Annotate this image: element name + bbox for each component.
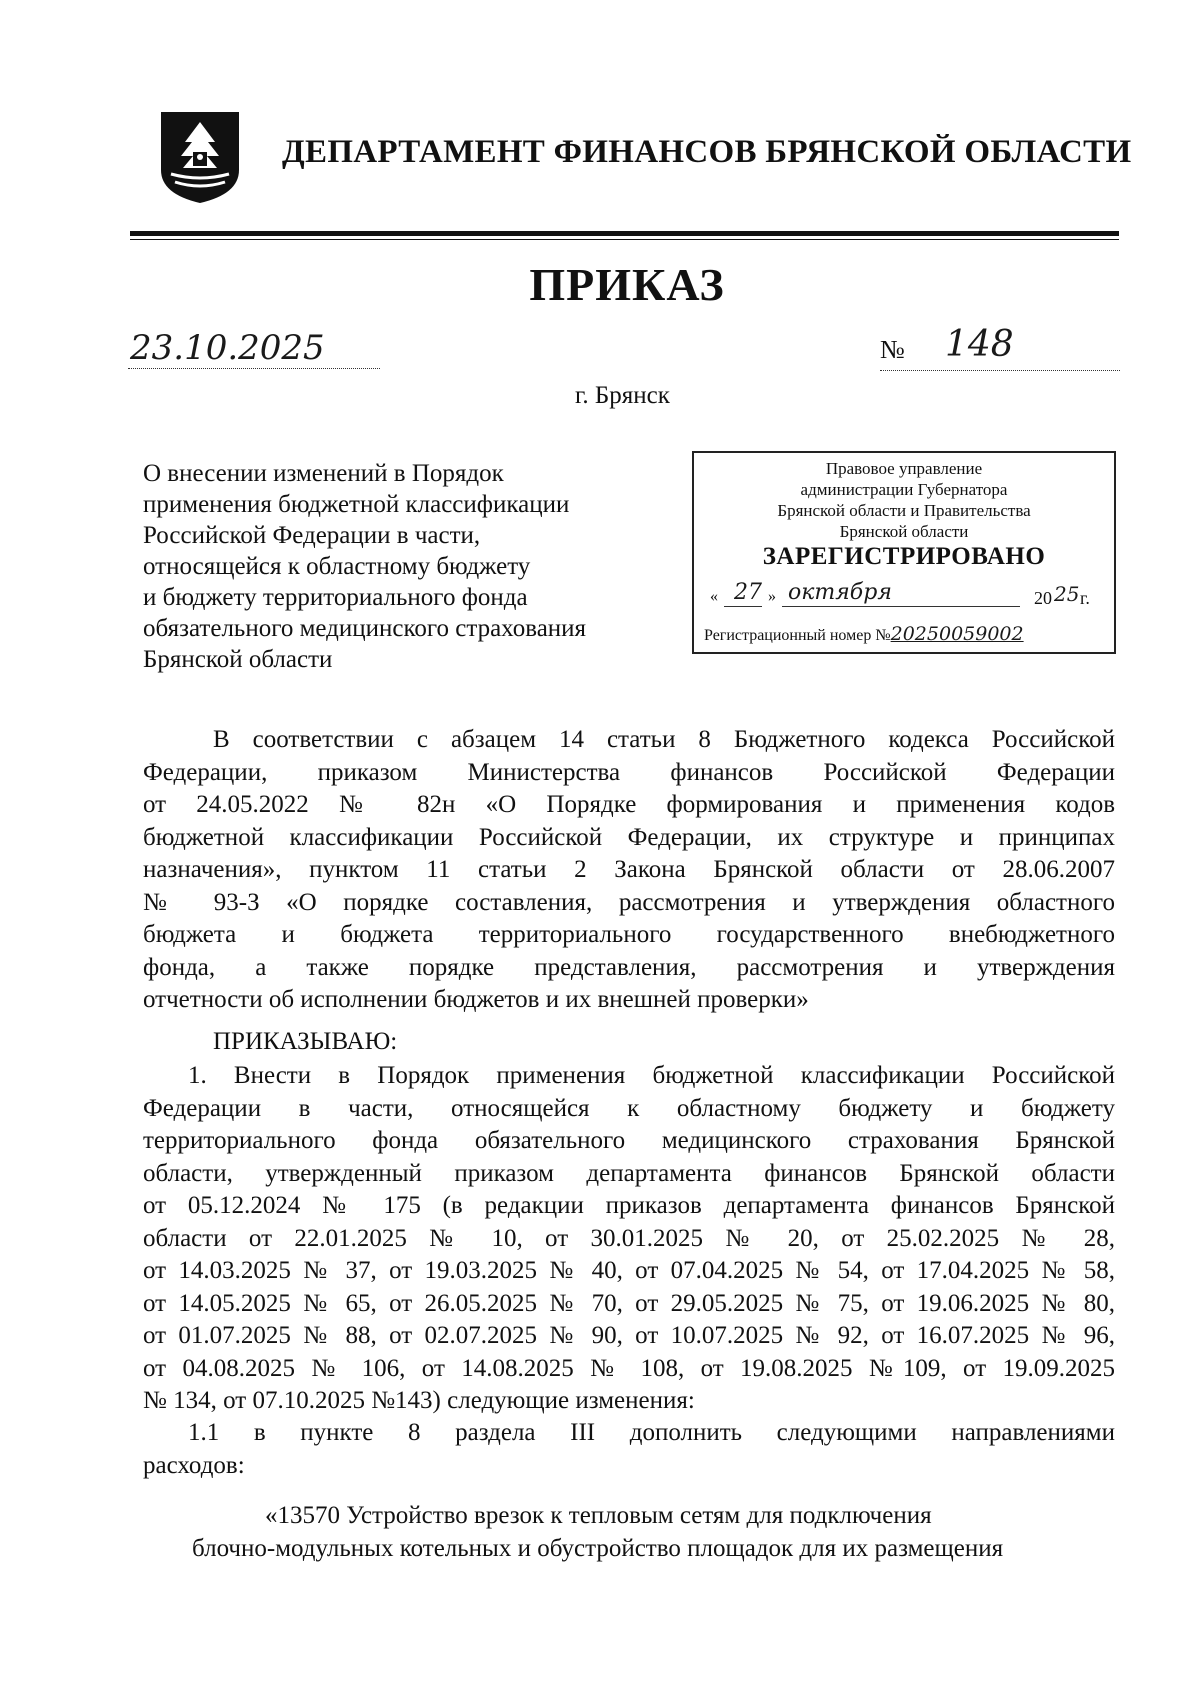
- item-line: 1. Внести в Порядок применения бюджетной классификации Российской: [188, 1062, 1115, 1089]
- stamp-line: Правовое управление: [825, 459, 983, 478]
- order-number: 148: [945, 324, 1014, 365]
- subject-line: применения бюджетной классификации: [143, 491, 570, 518]
- subject-line: Российской Федерации в части,: [143, 522, 481, 549]
- quote-open: «: [710, 588, 718, 605]
- item-line: от 14.03.2025 № 37, от 19.03.2025 № 40, от 07.04.2025 № 54, от 17.04.2025 № 58,: [143, 1257, 1115, 1284]
- preamble: [143, 724, 1115, 1017]
- stamp-registered-label: ЗАРЕГИСТРИРОВАНО: [762, 543, 1046, 570]
- item-line: расходов:: [143, 1451, 245, 1479]
- quote-line: блочно-модульных котельных и обустройство площадок для их размещения: [192, 1535, 1004, 1562]
- quote-close: »: [768, 588, 776, 605]
- stamp-year-unit: г.: [1080, 588, 1090, 608]
- preamble-line: бюджета и бюджета территориального государственного внебюджетного: [143, 921, 1115, 948]
- item-line: от 04.08.2025 № 106, от 14.08.2025 № 108, от 19.08.2025 №109, от 19.09.2025: [143, 1354, 1115, 1382]
- stamp-month: октября: [788, 580, 892, 605]
- document-type-title: ПРИКАЗ: [529, 259, 725, 310]
- preamble-line: бюджетной классификации Российской Федерации, их структуре и принципах: [143, 823, 1115, 851]
- item-line: области, утвержденный приказом департамента финансов Брянской области: [143, 1159, 1115, 1187]
- item-1: [143, 1060, 1115, 1418]
- header-rule-thick: [130, 231, 1119, 236]
- number-underline: [880, 370, 1120, 371]
- item-line: Федерации в части, относящейся к областному бюджету и бюджету: [143, 1094, 1115, 1122]
- preamble-line: В соответствии с абзацем 14 статьи 8 Бюджетного кодекса Российской: [213, 726, 1115, 753]
- stamp-line: администрации Губернатора: [800, 480, 1008, 499]
- item-1-1: [143, 1417, 1115, 1482]
- stamp-reg-number: 20250059002: [890, 623, 1024, 645]
- stamp-year-prefix: 20: [1034, 588, 1052, 608]
- item-line: от 01.07.2025 № 88, от 02.07.2025 № 90, от 10.07.2025 № 92, от 16.07.2025 № 96,: [143, 1322, 1115, 1349]
- header-rule-thin: [130, 239, 1119, 240]
- coat-of-arms-emblem: [157, 108, 243, 206]
- item-line: области от 22.01.2025 № 10, от 30.01.2025 № 20, от 25.02.2025 № 28,: [143, 1224, 1115, 1252]
- subject-line: относящейся к областному бюджету: [143, 553, 531, 580]
- stamp-year-suffix: 25: [1054, 582, 1080, 606]
- item-line: территориального фонда обязательного медицинского страхования Брянской: [143, 1127, 1115, 1154]
- department-name: ДЕПАРТАМЕНТ ФИНАНСОВ БРЯНСКОЙ ОБЛАСТИ: [282, 134, 1132, 170]
- order-subject: [143, 458, 663, 675]
- item-line: от 14.05.2025 № 65, от 26.05.2025 № 70, от 29.05.2025 № 75, от 19.06.2025 № 80,: [143, 1289, 1115, 1317]
- item-line: 1.1 в пункте 8 раздела III дополнить следующими направлениями: [188, 1419, 1115, 1446]
- city: г. Брянск: [575, 382, 670, 409]
- stamp-reg-label: Регистрационный номер №: [704, 627, 891, 644]
- order-word: ПРИКАЗЫВАЮ:: [213, 1028, 398, 1055]
- preamble-line: фонда, а также порядке представления, рассмотрения и утверждения: [143, 953, 1115, 981]
- item-line: № 134, от 07.10.2025 №143) следующие изменения:: [143, 1387, 695, 1414]
- preamble-line: назначения», пунктом 11 статьи 2 Закона Брянской области от 28.06.2007: [143, 856, 1115, 883]
- subject-line: обязательного медицинского страхования: [143, 615, 587, 642]
- preamble-line: Федерации, приказом Министерства финансов Российской Федерации: [143, 758, 1115, 786]
- quote-line: «13570 Устройство врезок к тепловым сетям для подключения: [265, 1502, 932, 1529]
- subject-line: Брянской области: [143, 646, 333, 673]
- stamp-reg-number-row: [704, 623, 1024, 645]
- subject-line: О внесении изменений в Порядок: [143, 460, 504, 487]
- preamble-line: отчетности об исполнении бюджетов и их внешней проверки»: [143, 986, 809, 1013]
- date-underline: [128, 368, 380, 369]
- order-number-label: №: [880, 335, 905, 364]
- subject-line: и бюджету территориального фонда: [143, 584, 528, 611]
- stamp-line: Брянской области: [839, 522, 969, 541]
- item-line: от 05.12.2024 № 175 (в редакции приказов департамента финансов Брянской: [143, 1192, 1115, 1219]
- preamble-line: № 93-З «О порядке составления, рассмотрения и утверждения областного: [143, 888, 1115, 916]
- order-date: 23.10.2025: [130, 328, 325, 368]
- registration-stamp: [692, 451, 1116, 654]
- preamble-line: от 24.05.2022 № 82н «О Порядке формирования и применения кодов: [143, 791, 1115, 818]
- stamp-line: Брянской области и Правительства: [777, 501, 1031, 520]
- stamp-day: 27: [734, 580, 762, 605]
- stamp-date: [704, 578, 1104, 612]
